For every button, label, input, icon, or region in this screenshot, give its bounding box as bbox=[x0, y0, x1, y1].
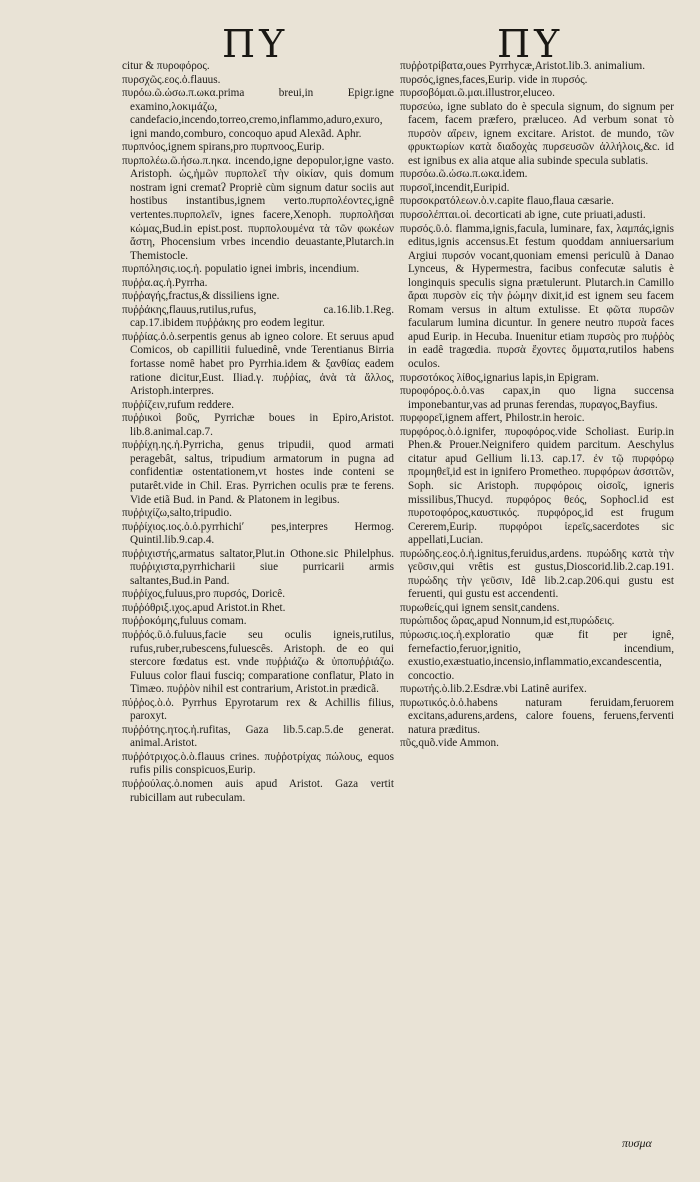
dictionary-entry: πυρφόρος.ὸ.ὁ.ignifer, πυροφόρος.vide Scholiast. Eurip.in Phen.& Prouer.Neignifero quidem parcitum. Aeschylus citatur apud Gellium li.13. cap.17. ἐν τῷ πυρφόρῳ προμηθεῖ,id est in ignifero Prometheo. πυρφόρων ἀσσιτῶν, Soph. sic Aristoph. πυρφόροις οἰσοῖς, igneris missilibus,Thucyd. πυρφόρος θεός, Sophocl.id est πυροτοφόρος,καυστικός. πυρφόρος,id est frugum Cererem,Eurip. πυρφόροι ἱερεῖς,sacerdotes sic appellati,Lucian. bbox=[400, 425, 674, 547]
dictionary-entry: πυῤῥιχίζω,salto,tripudio. bbox=[122, 507, 232, 520]
dictionary-entry: πυῤῥότης.ητος.ἡ.rufitas, Gaza lib.5.cap.5.de generat. animal.Aristot. bbox=[122, 723, 394, 750]
dictionary-entry: πυρπνόος,ignem spirans,pro πυρπνοος,Eurip. bbox=[122, 141, 325, 154]
dictionary-entry: πυῤῥοκόμης,fuluus comam. bbox=[122, 615, 247, 628]
dictionary-entry: πυρσοβόμαι.ῶ.μαι.illustror,eluceo. bbox=[400, 87, 555, 100]
right-column bbox=[400, 60, 674, 751]
dictionary-entry: πυρώδης.εος.ὁ.ἡ.ignitus,feruidus,ardens. πυρώδης κατὰ τὴν γεῦσιν,qui vrêtis est gustus,Dioscorid.lib.2.cap.191. πυρώδης τὴν γεῦσιν, Idê lib.2.cap.206.qui gustu est feruenti, qui gustu est accendenti. bbox=[400, 547, 674, 601]
dictionary-entry: πυρωτικός.ὸ.ὁ.habens naturam feruidam,feruorem excitans,adurens,ardens, calore fouens, feruens,ferventi natura præditus. bbox=[400, 696, 674, 736]
dictionary-entry: πυροφόρος.ὸ.ὁ.vas capax,in quo ligna succensa imponebantur,vas ad prunas ferendas, πυραγος,Bayfius. bbox=[400, 385, 674, 411]
dictionary-entry: πυῤῥαγής,fractus,& dissiliens igne. bbox=[122, 290, 280, 303]
dictionary-entry: πυρσόω.ῶ.ώσω.π.ωκα.idem. bbox=[400, 168, 528, 181]
dictionary-entry: πυῤῥίζειν,rufum reddere. bbox=[122, 398, 235, 411]
dictionary-entry: πυρσός,ignes,faces,Eurip. vide in πυρσός. bbox=[400, 73, 588, 86]
dictionary-entry: πυῤῥίχος,fuluus,pro πυρσός, Doricê. bbox=[122, 588, 286, 601]
dictionary-entry: πυῤῥός.ῦ.ὁ.fuluus,facie seu oculis igneis,rutilus, rufus,ruber,rubescens,fuluescês. Aristoph. de eo qui stercore fœdatus est. vnde πυῤῥιάζω & ὑποπυῤῥιάζω. Fuluus color flaui fusciq; comparatione conflatur, Plato in Timæo. πυῤῥὸν nihil est contrarium, Aristot.in prædicã. bbox=[122, 628, 394, 696]
dictionary-entry: πυῤῥίχη.ης.ἡ.Pyrricha, genus tripudii, quod armati peragebât, saltus, tripudium armatorum in pugna ad confidentiæ ostentationem,vt hostes inde conteni se putarêt.vide in Chil. Eras. Pyrrichen oculis præ te ferens. Vide etiã Bud. in Pand. & Platonem in legibus. bbox=[122, 439, 394, 506]
catchword: πυσμα bbox=[622, 1136, 652, 1150]
dictionary-entry: πυρσεύω, igne sublato do è specula signum, do signum per facem, facem præfero, præluceo. Ad verbum sonat τὸ πυρσὸν αἴρειν, ignem excitare. Aristot. de mundo, τῶν φρυκτωρίων κατὰ διαδοχὰς πυρσευσῶν ἀλλήλοις,&c. id est ignibus ex alia atque alia subinde specula sublatis. bbox=[400, 100, 674, 167]
dictionary-entry: πύῤῥος.ὸ.ὁ. Pyrrhus Epyrotarum rex & Achillis filius, paroxyt. bbox=[122, 696, 394, 723]
left-column bbox=[122, 60, 394, 805]
dictionary-entry: πυῤῥα.ας.ἡ.Pyrrha. bbox=[122, 276, 208, 289]
dictionary-entry: πυρσοτόκος λίθος,ignarius lapis,in Epigram. bbox=[400, 371, 599, 384]
dictionary-entry: πυῤῥίχιος.ιος.ὁ.ὁ.pyrrhichiʹ pes,interpres Hermog. Quintil.lib.9.cap.4. bbox=[122, 520, 394, 547]
dictionary-entry: πῦς,quõ.vide Ammon. bbox=[400, 737, 499, 750]
dictionary-entry: πυῤῥότριχος.ὸ.ὸ.flauus crines. πυῤῥοτρίχας πώλους, equos rufis pilis conspicuos,Eurip. bbox=[122, 750, 394, 777]
dictionary-entry: πυῤῥάκης,flauus,rutilus,rufus, ca.16.lib.1.Reg. cap.17.ibidem πυῤῥάκης pro eodem legitur. bbox=[122, 303, 394, 330]
dictionary-entry: πυρφορεῖ,ignem affert, Philostr.in heroic. bbox=[400, 412, 585, 425]
dictionary-entry: πυρπόλησις.ιος.ἡ. populatio ignei imbris, incendium. bbox=[122, 263, 360, 276]
dictionary-entry: πυῤῥιχιστής,armatus saltator,Plut.in Othone.sic Philelphus. πυῤῥιχιστα,pyrrhicharii siue purricarii armis saltantes,Bud.in Pand. bbox=[122, 547, 394, 587]
dictionary-entry: πυρσολέπται.οἱ. decorticati ab igne, cute priuati,adusti. bbox=[400, 209, 646, 222]
running-head-right: ΠΥ bbox=[497, 22, 564, 66]
dictionary-entry: πυῤῥικοὶ βοῦς, Pyrrichæ boues in Epiro,Aristot. lib.8.animal.cap.7. bbox=[122, 412, 394, 438]
dictionary-entry: πυρωθείς,qui ignem sensit,candens. bbox=[400, 601, 560, 614]
dictionary-entry: πυρώπιδος ὥρας,apud Nonnum,id est,πυρώδεις. bbox=[400, 615, 615, 628]
dictionary-entry: πυῤῥοτρίβατα,oues Pyrrhycæ,Aristot.lib.3. animalium. bbox=[400, 60, 646, 72]
running-head-left: ΠΥ bbox=[222, 22, 289, 66]
dictionary-entry: πύρωσις.ιος.ἡ.exploratio quæ fit per ignê, fernefactio,feruor,ignitio, incendium, exustio,exæstuatio,incensio,inflammatio,excandescentia, concoctio. bbox=[400, 628, 674, 682]
dictionary-entry: citur & πυροφόρος. bbox=[122, 60, 210, 72]
dictionary-entry: πυῤῥούλας.ὁ.nomen auis apud Aristot. Gaza vertit rubicillam aut rubeculam. bbox=[122, 777, 394, 804]
dictionary-entry: πυρπολέω.ῶ.ήσω.π.ηκα. incendo,igne depopulor,igne vasto. Aristoph. ὡς,ἡμῶν πυρπολεῖ τὴν οἰκίαν, quis domum nostram igni crematʔ Propriè cùm signum datur sociis aut hostibus instantibus,ignem verto.πυρπολέοντες,ignê vertentes.πυρπολεῖν, ignes facere,Xenoph. πυρπολῆσαι κώμας,Bud.in epist.post. πυρπολουμένα τὰ τῶν φωκέων ἄστη, Phocensium vrbes incendio deuastante,Plutarch.in Themistocle. bbox=[122, 154, 394, 262]
dictionary-entry: πυρωτής.ὸ.lib.2.Esdræ.vbi Latinê aurifex. bbox=[400, 683, 587, 696]
dictionary-entry: πυρσοῖ,incendit,Euripid. bbox=[400, 181, 510, 194]
dictionary-entry: πυῤῥίας.ὁ.ὁ.serpentis genus ab igneo colore. Et seruus apud Comicos, ob capillitii fuluedinê, vnde Terentianus Birria fortasse nomê habet pro Pyrrhia.idem & ξανθίας eadem ratione dicitur,Eust. Iliad.γ. πυῤῥίας, ἀνὰ τὰ ἄλλος, Aristoph.interpres. bbox=[122, 330, 394, 398]
dictionary-entry: πυρσός.ῦ.ὁ. flamma,ignis,facula, luminare, fax, λαμπάς,ignis editus,ignis accensus.Et festum quoddam anniuersarium Argiui πυρσόν vocant,quoniam emensi periculũ à Danao Lynceus, & Hypermestra, facibus confecutæ salutis è longinquis speculis signa prætulerunt. Plutarch.in Camillo ἄραι πυρσὸν εἰς τὴν ῥώμην dixit,id est ignem seu facem Romam versus in altum extulisse. Et φῶτα πυρσῶν facularum lumina dicuntur. In genere neutro πυρσὰ faces apud Eurip. in Hecuba. Inuenitur etiam πυρσὸς pro πυῤῥὸς in eadê tragœdia. πυρσὰ ἔχοντες ὄμματα,rutilos habens oculos. bbox=[400, 222, 674, 371]
dictionary-entry: πυῤῥόθριξ.ιχος.apud Aristot.in Rhet. bbox=[122, 601, 286, 614]
dictionary-entry: πυρσχῶς.εος.ὁ.flauus. bbox=[122, 73, 221, 86]
dictionary-entry: πυρόω.ῶ.ώσω.π.ωκα.prima breui,in Epigr.igne examino,λοκιμάζω, candefacio,incendo,torreo,cremo,inflammo,aduro,exuro, igni mando,comburo, concoquo apud Alexãd. Aphr. bbox=[122, 87, 394, 140]
dictionary-entry: πυρσοκρατόλεων.ὸ.ν.capite flauo,flaua cæsarie. bbox=[400, 195, 614, 208]
